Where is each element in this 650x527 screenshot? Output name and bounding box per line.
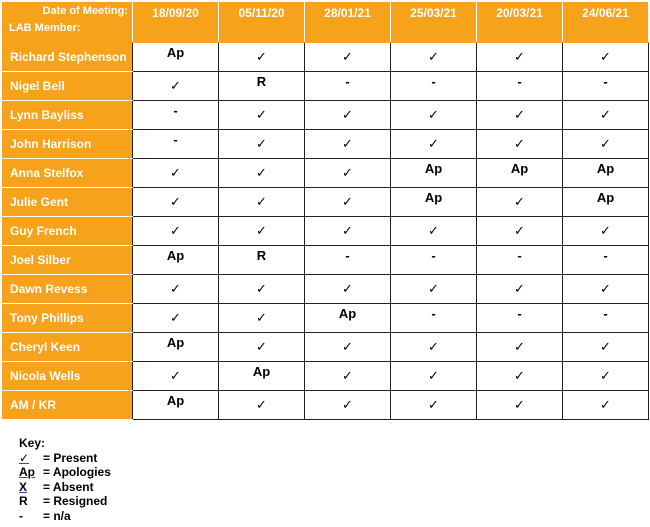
attendance-cell — [219, 130, 305, 159]
attendance-cell — [305, 72, 391, 101]
key-item-text: = Apologies — [43, 465, 111, 480]
member-name: Cheryl Keen — [3, 333, 133, 362]
attendance-mark: R — [256, 74, 267, 89]
attendance-cell — [133, 188, 219, 217]
check-icon: ✓ — [19, 450, 30, 465]
attendance-cell — [133, 159, 219, 188]
key-symbol: - — [19, 508, 23, 523]
meeting-date-header: 28/01/21 — [305, 3, 391, 43]
attendance-mark: Ap — [252, 364, 271, 379]
attendance-mark: Ap — [166, 393, 185, 408]
attendance-mark: Ap — [166, 45, 185, 60]
key-item-text: = Present — [43, 450, 98, 465]
attendance-cell — [219, 275, 305, 304]
check-icon: ✓ — [428, 397, 439, 412]
attendance-cell — [563, 72, 649, 101]
member-name: Richard Stephenson — [3, 43, 133, 72]
attendance-cell — [391, 188, 477, 217]
attendance-cell — [477, 246, 563, 275]
table-row — [3, 333, 649, 362]
attendance-mark: Ap — [166, 248, 185, 263]
check-icon: ✓ — [342, 194, 353, 209]
attendance-cell — [305, 246, 391, 275]
member-name: Nicola Wells — [3, 362, 133, 391]
check-icon: ✓ — [514, 281, 525, 296]
attendance-cell — [477, 101, 563, 130]
attendance-cell — [477, 304, 563, 333]
attendance-cell — [133, 101, 219, 130]
attendance-cell — [391, 101, 477, 130]
attendance-cell — [563, 101, 649, 130]
check-icon: ✓ — [342, 339, 353, 354]
check-icon: ✓ — [256, 165, 267, 180]
attendance-cell — [219, 246, 305, 275]
check-icon: ✓ — [428, 49, 439, 64]
attendance-mark: Ap — [596, 190, 615, 205]
attendance-cell — [563, 304, 649, 333]
check-icon: ✓ — [342, 107, 353, 122]
attendance-table — [2, 2, 649, 420]
table-header-row — [3, 3, 649, 43]
attendance-mark: - — [345, 248, 350, 263]
check-icon: ✓ — [170, 165, 181, 180]
table-row — [3, 217, 649, 246]
attendance-cell — [305, 391, 391, 420]
attendance-cell — [219, 333, 305, 362]
attendance-cell — [563, 43, 649, 72]
attendance-cell — [219, 391, 305, 420]
attendance-mark: Ap — [510, 161, 529, 176]
check-icon: ✓ — [342, 165, 353, 180]
attendance-mark: - — [603, 306, 608, 321]
member-name: AM / KR — [3, 391, 133, 420]
meeting-date-header: 24/06/21 — [563, 3, 649, 43]
member-name: Anna Stelfox — [3, 159, 133, 188]
key-item-text: = Resigned — [43, 494, 108, 509]
attendance-mark: Ap — [338, 306, 357, 321]
attendance-cell — [391, 217, 477, 246]
attendance-cell — [391, 275, 477, 304]
member-name: Nigel Bell — [3, 72, 133, 101]
check-icon: ✓ — [170, 194, 181, 209]
table-row — [3, 72, 649, 101]
attendance-cell — [563, 188, 649, 217]
attendance-mark: - — [603, 248, 608, 263]
attendance-mark: Ap — [596, 161, 615, 176]
check-icon: ✓ — [428, 223, 439, 238]
table-row — [3, 159, 649, 188]
check-icon: ✓ — [256, 194, 267, 209]
check-icon: ✓ — [342, 223, 353, 238]
member-name: Dawn Revess — [3, 275, 133, 304]
attendance-cell — [477, 43, 563, 72]
attendance-cell — [133, 304, 219, 333]
attendance-cell — [305, 130, 391, 159]
check-icon: ✓ — [342, 281, 353, 296]
check-icon: ✓ — [256, 223, 267, 238]
check-icon: ✓ — [256, 397, 267, 412]
attendance-cell — [305, 333, 391, 362]
attendance-mark: Ap — [424, 161, 443, 176]
member-name: Julie Gent — [3, 188, 133, 217]
key-item-na — [19, 509, 111, 524]
check-icon: ✓ — [256, 339, 267, 354]
attendance-cell — [477, 188, 563, 217]
check-icon: ✓ — [170, 310, 181, 325]
key-symbol: X — [19, 479, 28, 494]
key-title: Key: — [19, 436, 46, 450]
attendance-mark: Ap — [424, 190, 443, 205]
attendance-cell — [391, 391, 477, 420]
table-row — [3, 246, 649, 275]
attendance-cell — [219, 362, 305, 391]
check-icon: ✓ — [342, 136, 353, 151]
attendance-cell — [133, 275, 219, 304]
attendance-mark: - — [431, 306, 436, 321]
attendance-cell — [305, 188, 391, 217]
attendance-cell — [219, 188, 305, 217]
attendance-cell — [133, 43, 219, 72]
table-row — [3, 101, 649, 130]
check-icon: ✓ — [514, 368, 525, 383]
key-symbol: Ap — [19, 465, 35, 480]
attendance-mark: Ap — [166, 335, 185, 350]
check-icon: ✓ — [428, 339, 439, 354]
key-item-resigned — [19, 494, 111, 509]
attendance-cell — [133, 72, 219, 101]
table-row — [3, 275, 649, 304]
member-name: John Harrison — [3, 130, 133, 159]
attendance-mark: - — [173, 132, 178, 147]
attendance-cell — [477, 391, 563, 420]
attendance-cell — [477, 362, 563, 391]
check-icon: ✓ — [514, 107, 525, 122]
attendance-cell — [305, 101, 391, 130]
check-icon: ✓ — [342, 397, 353, 412]
check-icon: ✓ — [514, 339, 525, 354]
check-icon: ✓ — [514, 49, 525, 64]
table-row — [3, 188, 649, 217]
attendance-cell — [305, 159, 391, 188]
table-row — [3, 130, 649, 159]
check-icon: ✓ — [256, 49, 267, 64]
attendance-cell — [477, 217, 563, 246]
attendance-cell — [305, 43, 391, 72]
check-icon: ✓ — [600, 339, 611, 354]
attendance-cell — [391, 43, 477, 72]
attendance-cell — [477, 275, 563, 304]
attendance-cell — [391, 72, 477, 101]
check-icon: ✓ — [514, 223, 525, 238]
member-name: Lynn Bayliss — [3, 101, 133, 130]
attendance-cell — [391, 333, 477, 362]
check-icon: ✓ — [170, 368, 181, 383]
attendance-mark: - — [603, 74, 608, 89]
check-icon: ✓ — [256, 107, 267, 122]
lab-member-label: LAB Member: — [9, 22, 81, 34]
header-label-cell — [3, 3, 133, 43]
attendance-cell — [219, 101, 305, 130]
check-icon: ✓ — [600, 49, 611, 64]
attendance-cell — [133, 362, 219, 391]
key-item-text: = Absent — [43, 479, 94, 494]
attendance-cell — [391, 362, 477, 391]
attendance-cell — [477, 72, 563, 101]
check-icon: ✓ — [342, 368, 353, 383]
member-name: Joel Silber — [3, 246, 133, 275]
attendance-mark: - — [517, 306, 522, 321]
attendance-cell — [477, 130, 563, 159]
attendance-cell — [133, 130, 219, 159]
check-icon: ✓ — [428, 107, 439, 122]
check-icon: ✓ — [428, 136, 439, 151]
check-icon: ✓ — [514, 136, 525, 151]
attendance-cell — [563, 159, 649, 188]
attendance-mark: - — [345, 74, 350, 89]
key-symbol: R — [19, 494, 28, 509]
attendance-cell — [477, 333, 563, 362]
member-name: Guy French — [3, 217, 133, 246]
check-icon: ✓ — [170, 78, 181, 93]
check-icon: ✓ — [428, 281, 439, 296]
attendance-cell — [133, 246, 219, 275]
check-icon: ✓ — [170, 281, 181, 296]
attendance-cell — [219, 159, 305, 188]
attendance-cell — [219, 304, 305, 333]
date-of-meeting-label: Date of Meeting: — [42, 5, 128, 17]
attendance-cell — [305, 304, 391, 333]
table-row — [3, 362, 649, 391]
attendance-cell — [219, 72, 305, 101]
attendance-cell — [391, 304, 477, 333]
attendance-cell — [391, 130, 477, 159]
check-icon: ✓ — [514, 397, 525, 412]
attendance-mark: - — [431, 248, 436, 263]
attendance-cell — [563, 333, 649, 362]
attendance-cell — [563, 275, 649, 304]
check-icon: ✓ — [428, 368, 439, 383]
table-row — [3, 391, 649, 420]
check-icon: ✓ — [170, 223, 181, 238]
attendance-cell — [477, 159, 563, 188]
meeting-date-header: 18/09/20 — [133, 3, 219, 43]
meeting-date-header: 20/03/21 — [477, 3, 563, 43]
check-icon: ✓ — [600, 223, 611, 238]
attendance-cell — [563, 130, 649, 159]
attendance-cell — [391, 246, 477, 275]
check-icon: ✓ — [600, 281, 611, 296]
attendance-cell — [563, 391, 649, 420]
attendance-cell — [563, 217, 649, 246]
attendance-mark: - — [173, 103, 178, 118]
attendance-cell — [305, 275, 391, 304]
check-icon: ✓ — [600, 397, 611, 412]
attendance-cell — [391, 159, 477, 188]
attendance-cell — [133, 391, 219, 420]
attendance-mark: R — [256, 248, 267, 263]
attendance-cell — [305, 217, 391, 246]
key-item-present — [19, 451, 111, 466]
attendance-mark: - — [517, 74, 522, 89]
attendance-cell — [305, 362, 391, 391]
attendance-mark: - — [431, 74, 436, 89]
key-item-text: = n/a — [43, 508, 71, 523]
meeting-date-header: 25/03/21 — [391, 3, 477, 43]
attendance-cell — [219, 43, 305, 72]
table-row — [3, 304, 649, 333]
key-item-apologies — [19, 465, 111, 480]
check-icon: ✓ — [256, 310, 267, 325]
member-name: Tony Phillips — [3, 304, 133, 333]
check-icon: ✓ — [600, 107, 611, 122]
check-icon: ✓ — [342, 49, 353, 64]
key-item-absent — [19, 480, 111, 495]
attendance-mark: - — [517, 248, 522, 263]
attendance-key — [19, 436, 111, 524]
meeting-date-header: 05/11/20 — [219, 3, 305, 43]
check-icon: ✓ — [600, 136, 611, 151]
attendance-cell — [563, 246, 649, 275]
attendance-cell — [133, 217, 219, 246]
check-icon: ✓ — [256, 136, 267, 151]
attendance-cell — [219, 217, 305, 246]
check-icon: ✓ — [514, 194, 525, 209]
attendance-cell — [563, 362, 649, 391]
check-icon: ✓ — [256, 281, 267, 296]
attendance-cell — [133, 333, 219, 362]
check-icon: ✓ — [600, 368, 611, 383]
table-row — [3, 43, 649, 72]
